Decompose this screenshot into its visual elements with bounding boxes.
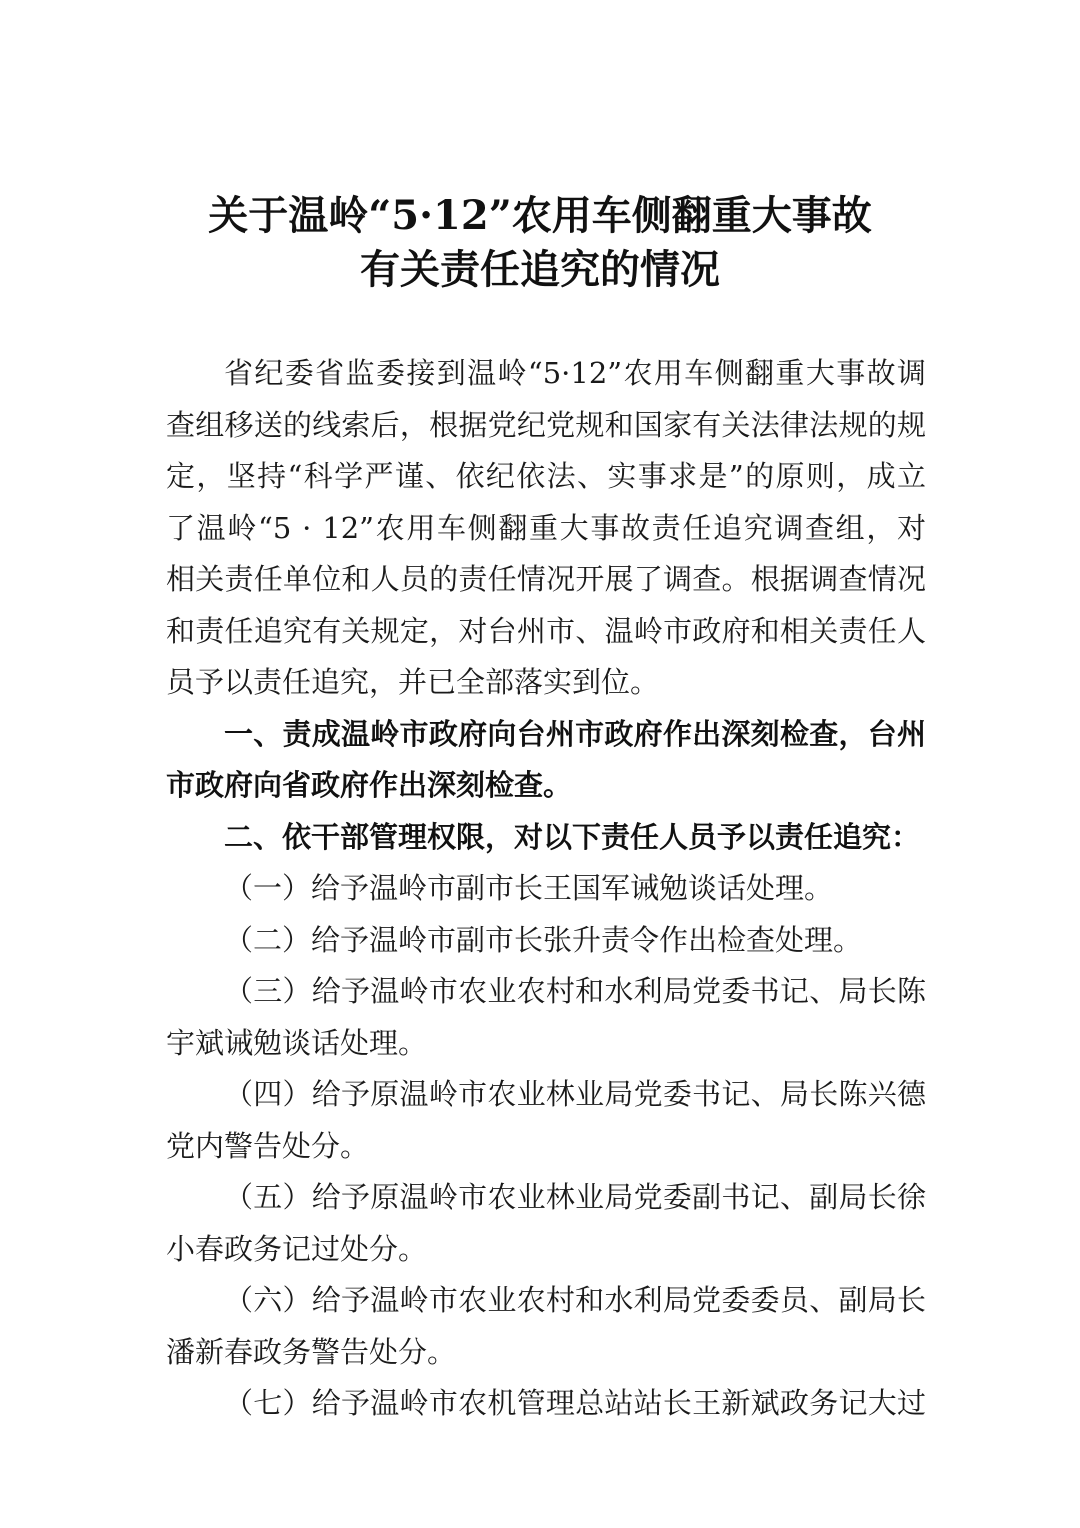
document-title-line-1: 关于温岭“5·12”农用车侧翻重大事故 (208, 192, 872, 239)
document-title-line-2: 有关责任追究的情况 (360, 246, 720, 293)
list-item: （六）给予温岭市农业农村和水利局党委委员、副局长 (224, 1283, 926, 1317)
list-item: （三）给予温岭市农业农村和水利局党委书记、局长陈 (224, 974, 926, 1008)
list-item-cont: 党内警告处分。 (166, 1128, 370, 1163)
body-line: 定，坚持“科学严谨、依纪依法、实事求是”的原则，成立 (166, 459, 926, 493)
body-line: 查组移送的线索后，根据党纪党规和国家有关法律法规的规 (166, 407, 926, 442)
body-line: 省纪委省监委接到温岭“5·12”农用车侧翻重大事故调 (224, 356, 926, 390)
body-line: 员予以责任追究，并已全部落实到位。 (166, 665, 660, 699)
body-line: 相关责任单位和人员的责任情况开展了调查。根据调查情况 (166, 562, 926, 596)
document-body (166, 348, 926, 1430)
list-item-cont: 潘新春政务警告处分。 (166, 1334, 457, 1369)
list-item-cont: 宇斌诫勉谈话处理。 (166, 1025, 428, 1060)
list-item-cont: 小春政务记过处分。 (166, 1231, 428, 1266)
list-item: （二）给予温岭市副市长张升责令作出检查处理。 (224, 922, 863, 957)
section-heading-1: 一、责成温岭市政府向台州市政府作出深刻检查，台州 (224, 716, 926, 751)
list-item: （四）给予原温岭市农业林业局党委书记、局长陈兴德 (224, 1077, 926, 1111)
section-heading-2: 二、依干部管理权限，对以下责任人员予以责任追究： (224, 819, 921, 854)
list-item: （五）给予原温岭市农业林业局党委副书记、副局长徐 (224, 1180, 926, 1214)
body-line: 和责任追究有关规定，对台州市、温岭市政府和相关责任人 (166, 613, 926, 648)
list-item: （七）给予温岭市农机管理总站站长王新斌政务记大过 (224, 1386, 926, 1420)
section-heading-1-cont: 市政府向省政府作出深刻检查。 (166, 768, 573, 802)
list-item: （一）给予温岭市副市长王国军诫勉谈话处理。 (224, 871, 834, 905)
body-line: 了温岭“5 · 12”农用车侧翻重大事故责任追究调查组，对 (166, 510, 926, 545)
